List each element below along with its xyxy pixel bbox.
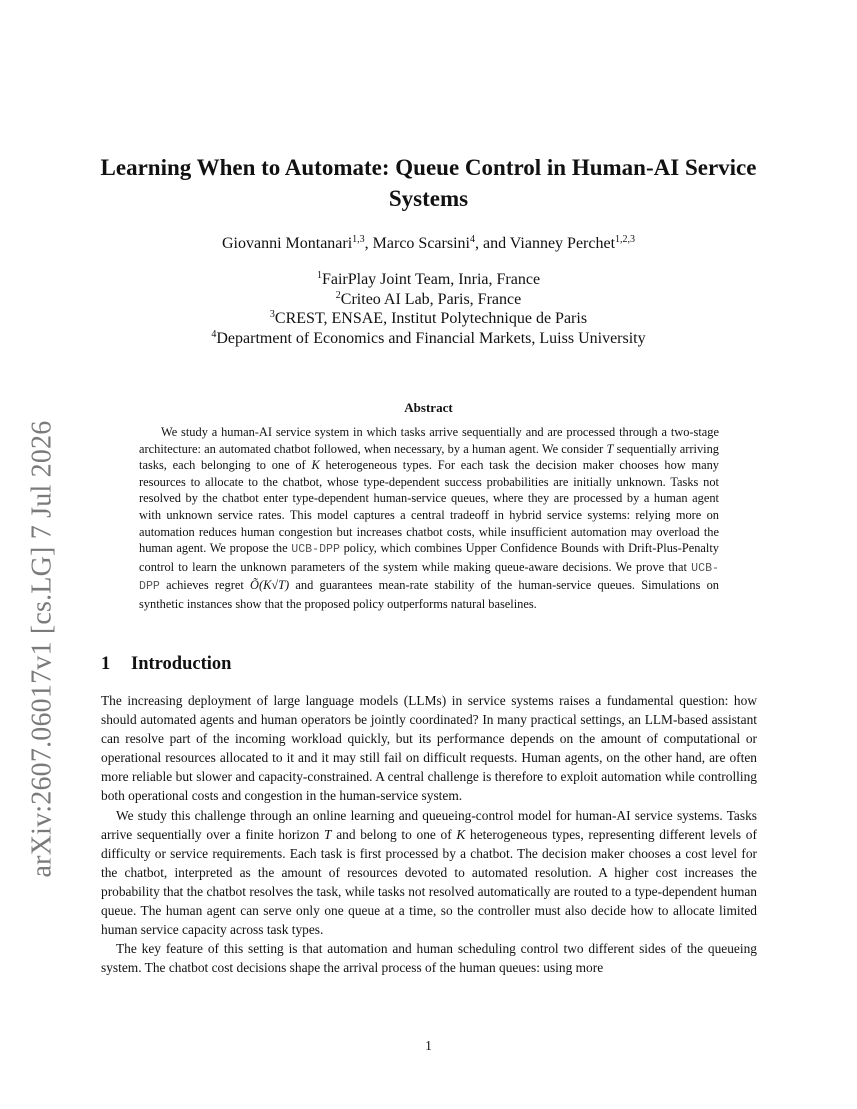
- section-number: 1: [101, 654, 111, 674]
- affiliation: [100, 270, 757, 290]
- author-affiliation-mark: 4: [469, 234, 475, 245]
- abstract-fragment: policy, which combines Upper Confidence Bounds with Drift-Plus-Penalty control to learn the unknown parameters of the system while making queue-aware decisions. We prove that: [139, 541, 719, 574]
- math-variable: K: [456, 826, 466, 842]
- affiliation-text: CREST, ENSAE, Institut Polytechnique de Paris: [274, 310, 588, 327]
- affiliation: [100, 309, 757, 329]
- affiliation-list: [100, 270, 757, 348]
- affiliation-number: 1: [316, 270, 322, 281]
- affiliation-text: FairPlay Joint Team, Inria, France: [321, 271, 541, 288]
- author-affiliation-mark: 1,3: [352, 234, 365, 245]
- affiliation-number: 2: [335, 289, 341, 301]
- policy-name: UCB-DPP: [139, 561, 719, 594]
- paragraph: The increasing deployment of large language models (LLMs) in service systems raises a fundamental question: how should automated agents and human operators be jointly coordinated? In many practical settings, an LLM-based assistant can resolve part of the incoming workload quickly, but its performance depends on the amount of computational or operational resources allocated to it and it may still fail on difficult requests. Human agents, on the other hand, are often more reliable but slower and capacity-constrained. A central challenge is therefore to exploit automation while controlling both operational costs and congestion in the human-service system.: [101, 693, 757, 804]
- section-title-text: Introduction: [131, 654, 232, 674]
- author-name: Giovanni Montanari: [221, 235, 353, 252]
- paragraph-fragment: heterogeneous types, representing different levels of difficulty or service requirements. Each task is first processed by a chatbot. The decision maker chooses a cost level for the chatbot, interpreted as the amount of resources devoted to automated resolution. A higher cost increases the probability that the chatbot resolves the task, while tasks not resolved automatically are routed to a type-dependent human queue. The human agent can serve only one queue at a time, so the controller must also decide how to allocate limited human service capacity across task types.: [101, 826, 757, 938]
- arxiv-identifier: [20, 418, 64, 880]
- abstract-fragment: sequentially arriving tasks, each belonging to one of: [139, 441, 719, 473]
- affiliation: [100, 329, 757, 349]
- affiliation-text: Criteo AI Lab, Paris, France: [340, 290, 522, 308]
- page-number: 1: [425, 1038, 432, 1053]
- abstract-fragment: achieves regret: [166, 578, 244, 593]
- paragraph-fragment: and belong to one of: [336, 826, 452, 842]
- paragraph: The key feature of this setting is that automation and human scheduling control two different sides of the queueing system. The chatbot cost decisions shape the arrival process of the human queues: using more: [101, 941, 757, 976]
- author-separator: , and: [474, 235, 510, 252]
- section-heading: [101, 653, 231, 675]
- affiliation-number: 3: [269, 309, 275, 320]
- abstract-fragment: heterogeneous types. For each task the decision maker chooses how many resources to allocate to the chatbot, whose type-dependent success probabilities are initially unknown. Tasks not resolved by the chatbot enter type-dependent human-service queues, where they are processed by a human agent with unknown service rates. This model captures a central tradeoff in hybrid service systems: relying more on automation reduces human congestion but increases chatbot costs, while insufficient automation may overload the human agent. We propose the: [139, 458, 720, 556]
- affiliation: [100, 290, 757, 310]
- math-variable: T: [324, 826, 332, 842]
- abstract-fragment: and guarantees mean-rate stability of the human-service queues. Simulations on synthetic instances show that the proposed policy outperforms natural baselines.: [139, 578, 719, 611]
- math-variable: T: [606, 441, 614, 456]
- affiliation-text: Department of Economics and Financial Markets, Luiss University: [216, 329, 646, 347]
- abstract-fragment: We study a human-AI service system in which tasks arrive sequentially and are processed through a two-stage architecture: an automated chatbot followed, when necessary, by a human agent. We consider: [139, 425, 719, 456]
- author-name: Vianney Perchet: [509, 235, 616, 252]
- policy-name: UCB-DPP: [291, 543, 340, 557]
- affiliation-number: 4: [211, 328, 217, 340]
- author-name: Marco Scarsini: [372, 235, 470, 252]
- paragraph: [101, 806, 757, 940]
- author-affiliation-mark: 1,2,3: [615, 234, 636, 245]
- paper-title: Learning When to Automate: Queue Control in Human-AI Service Systems: [100, 155, 757, 211]
- introduction-body: [101, 691, 757, 977]
- regret-bound: Õ(K√T): [250, 578, 290, 593]
- author-list: [100, 234, 757, 254]
- abstract-heading: Abstract: [404, 400, 453, 415]
- arxiv-identifier-text: arXiv:2607.06017v1 [cs.LG] 7 Jul 2026: [26, 420, 57, 878]
- author-separator: ,: [364, 235, 373, 252]
- math-variable: K: [311, 458, 320, 473]
- paragraph-fragment: We study this challenge through an online learning and queueing-control model for human-AI service systems. Tasks arrive sequentially over a finite horizon: [101, 807, 757, 842]
- abstract-text: [139, 424, 719, 613]
